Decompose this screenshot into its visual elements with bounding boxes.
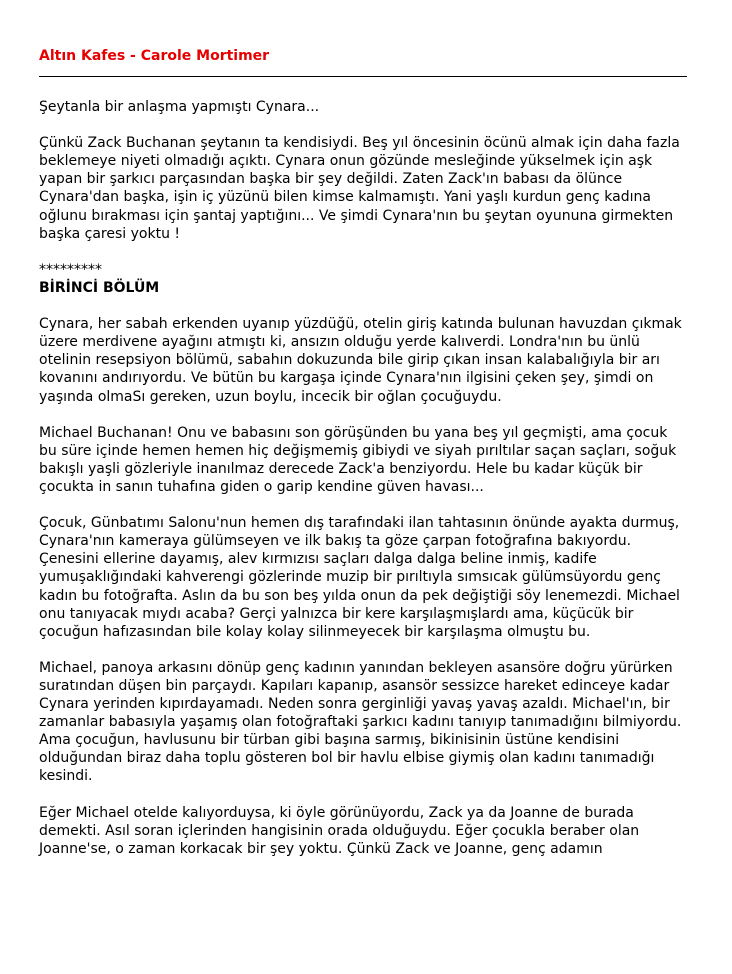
chapter-paragraph: Cynara, her sabah erkenden uyanıp yüzdüğü, otelin giriş katında bulunan havuzdan çıkmak üzere merdivene ayağını atmıştı ki, ansızın olduğu yerde kalıverdi. Londra'nın bu ünlü otelinin resepsiyon bölümü, sabahın dokuzunda bile girip çıkan insan kalabalığıyla bir arı kovanını andırıyordu. Ve bütün bu kargaşa içinde Cynara'nın ilgisini çeken şey, şimdi on yaşında olmaSı gereken, uzun boylu, incecik bir oğlan çocuğuydu. — [39, 316, 682, 405]
chapter-paragraph: Michael Buchanan! Onu ve babasını son görüşünden bu yana beş yıl geçmişti, ama çocuk bu süre içinde hemen hemen hiç değişmemiş gibiydi ve siyah pırıltılar saçan saçları, soğuk bakışlı yaşli gözleriyle inanılmaz derecede Zack'a benziyordu. Hele bu kadar küçük bir çocukta in sanın tuhafına giden o garip kendine güven havası... — [39, 424, 677, 495]
chapter-paragraph: Eğer Michael otelde kalıyorduysa, ki öyle görünüyordu, Zack ya da Joanne de burada demekti. Asıl soran içlerinden hangisinin orada olduğuydu. Eğer çocukla beraber olan Joanne'se, o zaman korkacak bir şey yoktu. Çünkü Zack ve Joanne, genç adamın — [39, 804, 640, 857]
blurb-paragraph: Şeytanla bir anlaşma yapmıştı Cynara... — [39, 99, 320, 115]
title-divider — [39, 76, 687, 77]
section-separator: ********* — [39, 261, 102, 278]
document-title: Altın Kafes - Carole Mortimer — [39, 48, 270, 64]
chapter-paragraph: Michael, panoya arkasını dönüp genç kadının yanından bekleyen asansöre doğru yürürken suratından düşen bin parçaydı. Kapıları kapanıp, asansör sessizce hareket edinceye kadar Cynara yerinden kıpırdayamadı. Neden sonra gerginliği yavaş yavaş azaldı. Michael'ın, bir zamanlar babasıyla yaşamış olan fotoğraftaki şarkıcı kadını tanıyıp tanımadığını bilmiyordu. Ama çocuğun, havlusunu bir türban gibi başına sarmış, bikinisinin üstüne kendisini olduğundan biraz daha toplu gösteren bol bir havlu elbise giymiş olan kadını tanımadığı kesindi. — [39, 659, 682, 785]
chapter-heading: BİRİNCİ BÖLÜM — [39, 279, 160, 296]
chapter-paragraph: Çocuk, Günbatımı Salonu'nun hemen dış tarafındaki ilan tahtasının önünde ayakta durmuş, Cynara'nın kameraya gülümseyen ve ilk bakış ta göze çarpan fotoğrafına bakıyordu. Çenesini ellerine dayamış, alev kırmızısı saçları dalga dalga beline inmiş, kadife yumuşaklığındaki kahverengi gözlerinde muzip bir pırıltıyla sımsıcak gülümsüyordu genç kadın bu fotoğrafta. Aslın da bu son beş yılda onun da pek değiştiği söy lenemezdi. Michael onu tanıyacak mıydı acaba? Gerçi yalnızca bir kere karşılaşmışlardı ama, küçücük bir çocuğun hafızasından bile kolay kolay silinmeyecek bir karşılaşma olmuştu bu. — [39, 515, 680, 640]
document-body — [39, 98, 687, 858]
blurb-paragraph: Çünkü Zack Buchanan şeytanın ta kendisiydi. Beş yıl öncesinin öcünü almak için daha fazla beklemeye niyeti olmadığı açıktı. Cynara onun gözünde mesleğinde yükselmek için aşk yapan bir şarkıcı parçasından başka bir şey değildi. Zaten Zack'ın babası da ölünce Cynara'dan başka, işin iç yüzünü bilen kimse kalmamıştı. Yani yaşlı kurdun genç kadına oğlunu bırakması için şantaj yaptığını... Ve şimdi Cynara'nın bu şeytan oyununa girmekten başka çaresi yoktu ! — [39, 135, 680, 242]
